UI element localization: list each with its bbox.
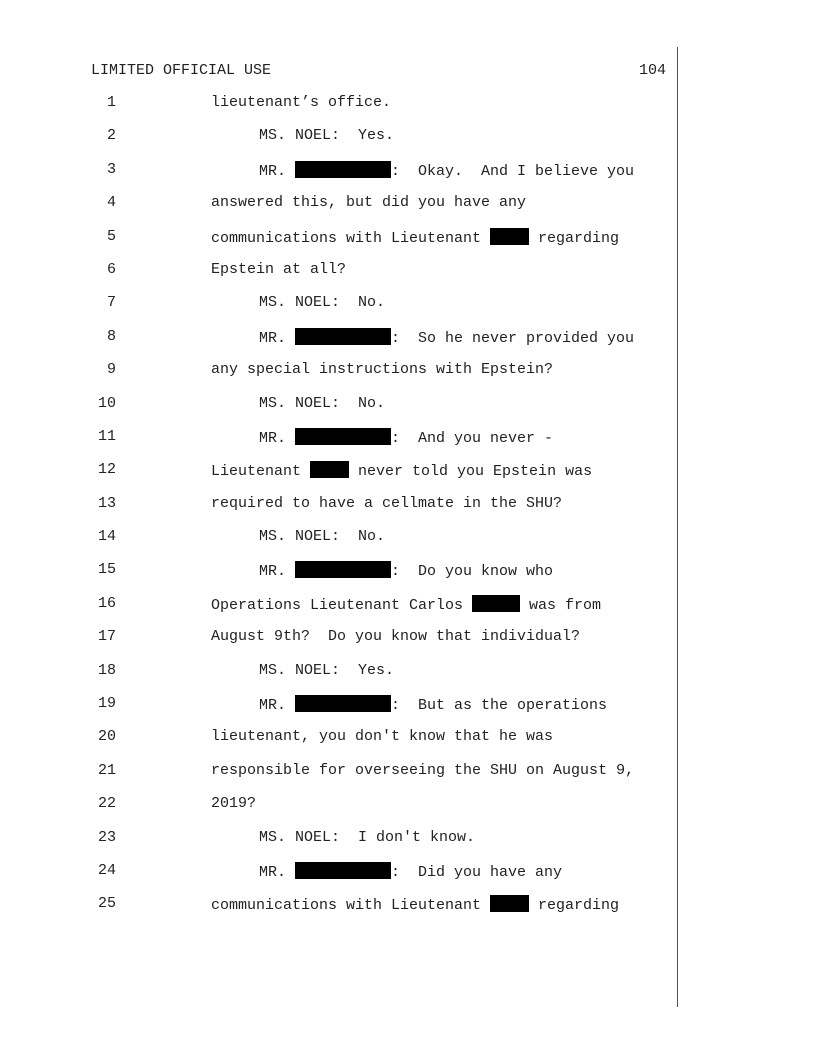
line-number: 7 xyxy=(106,294,116,312)
line-number: 19 xyxy=(97,695,116,713)
redaction-box xyxy=(295,862,391,879)
line-number: 18 xyxy=(97,661,116,679)
text-segment: MR. xyxy=(259,429,296,447)
transcript-line xyxy=(0,595,680,628)
speaker-line-text xyxy=(259,428,553,448)
text-segment: MR. xyxy=(259,162,296,180)
transcript-line xyxy=(0,895,680,928)
line-number: 13 xyxy=(97,494,116,512)
line-text xyxy=(211,228,619,248)
redaction-box xyxy=(310,461,349,478)
line-number: 5 xyxy=(106,227,116,245)
transcript-line xyxy=(0,662,680,695)
line-text xyxy=(211,595,601,615)
text-segment: MR. xyxy=(259,863,296,881)
line-number: 6 xyxy=(106,260,116,278)
text-segment: : So he never provided you xyxy=(391,329,635,347)
speaker-line-text xyxy=(259,862,562,882)
text-segment: Operations Lieutenant Carlos xyxy=(211,596,473,614)
text-segment: regarding xyxy=(529,229,620,247)
text-segment: MR. xyxy=(259,697,296,715)
line-number: 23 xyxy=(97,828,116,846)
text-segment: lieutenant, you don't know that he was xyxy=(211,728,554,746)
redaction-box xyxy=(295,695,391,712)
text-segment: : And you never - xyxy=(391,429,554,447)
line-text xyxy=(211,461,592,481)
speaker-line-text xyxy=(259,127,394,145)
transcript-line xyxy=(0,161,680,194)
redaction-box xyxy=(295,161,391,178)
transcript-line xyxy=(0,294,680,327)
line-text xyxy=(211,795,256,813)
redaction-box xyxy=(295,561,391,578)
text-segment: Epstein at all? xyxy=(211,260,347,278)
text-segment: was from xyxy=(520,596,602,614)
transcript-line xyxy=(0,561,680,594)
text-segment: 2019? xyxy=(211,795,257,813)
line-number: 8 xyxy=(106,327,116,345)
line-text xyxy=(211,495,562,513)
transcript-line xyxy=(0,795,680,828)
transcript-line xyxy=(0,194,680,227)
redaction-box xyxy=(295,428,391,445)
text-segment: MR. xyxy=(259,563,296,581)
speaker-line-text xyxy=(259,662,394,680)
redaction-box xyxy=(295,328,391,345)
line-number: 17 xyxy=(97,628,116,646)
text-segment: required to have a cellmate in the SHU? xyxy=(211,494,563,512)
text-segment: any special instructions with Epstein? xyxy=(211,361,554,379)
text-segment: : Did you have any xyxy=(391,863,563,881)
transcript-line xyxy=(0,94,680,127)
line-text xyxy=(211,628,580,646)
speaker-line-text xyxy=(259,561,553,581)
line-number: 9 xyxy=(106,361,116,379)
speaker-line-text xyxy=(259,294,385,312)
line-number: 21 xyxy=(97,761,116,779)
text-segment: regarding xyxy=(529,897,620,915)
line-number: 4 xyxy=(106,194,116,212)
text-segment: MS. NOEL: Yes. xyxy=(259,127,395,145)
transcript-line xyxy=(0,395,680,428)
speaker-line-text xyxy=(259,695,607,715)
transcript-line xyxy=(0,228,680,261)
line-number: 20 xyxy=(97,728,116,746)
speaker-line-text xyxy=(259,528,385,546)
line-number: 22 xyxy=(97,795,116,813)
text-segment: : But as the operations xyxy=(391,697,608,715)
text-segment: communications with Lieutenant xyxy=(211,229,491,247)
transcript-line xyxy=(0,261,680,294)
text-segment: MS. NOEL: Yes. xyxy=(259,661,395,679)
text-segment: communications with Lieutenant xyxy=(211,897,491,915)
transcript-line xyxy=(0,361,680,394)
line-text xyxy=(211,194,526,212)
transcript-line xyxy=(0,628,680,661)
line-number: 12 xyxy=(97,461,116,479)
redaction-box xyxy=(472,595,520,612)
text-segment: MS. NOEL: No. xyxy=(259,294,386,312)
speaker-line-text xyxy=(259,161,634,181)
text-segment: never told you Epstein was xyxy=(349,463,593,481)
redaction-box xyxy=(490,895,529,912)
transcript-line xyxy=(0,829,680,862)
text-segment: Lieutenant xyxy=(211,463,311,481)
transcript-line xyxy=(0,695,680,728)
line-number: 15 xyxy=(97,561,116,579)
text-segment: : Okay. And I believe you xyxy=(391,162,635,180)
transcript-line xyxy=(0,428,680,461)
transcript-line xyxy=(0,728,680,761)
line-number: 25 xyxy=(97,895,116,913)
text-segment: lieutenant’s office. xyxy=(211,94,392,111)
transcript-body xyxy=(0,94,680,929)
line-number: 14 xyxy=(97,528,116,546)
text-segment: answered this, but did you have any xyxy=(211,194,527,212)
line-number: 2 xyxy=(106,127,116,145)
text-segment: MS. NOEL: No. xyxy=(259,528,386,546)
transcript-line xyxy=(0,762,680,795)
transcript-line xyxy=(0,495,680,528)
line-text xyxy=(211,261,346,279)
transcript-line xyxy=(0,127,680,160)
line-text xyxy=(211,762,634,780)
transcript-line xyxy=(0,328,680,361)
text-segment: responsible for overseeing the SHU on August 9, xyxy=(211,761,635,779)
line-number: 24 xyxy=(97,861,116,879)
speaker-line-text xyxy=(259,328,634,348)
transcript-line xyxy=(0,528,680,561)
transcript-line xyxy=(0,461,680,494)
text-segment: MR. xyxy=(259,329,296,347)
line-number: 10 xyxy=(97,394,116,412)
text-segment: August 9th? Do you know that individual? xyxy=(211,628,581,646)
line-text xyxy=(211,895,619,915)
line-text xyxy=(211,361,553,379)
line-number: 1 xyxy=(106,94,116,111)
classification-header: LIMITED OFFICIAL USE xyxy=(91,62,272,79)
redaction-box xyxy=(490,228,529,245)
line-text xyxy=(211,94,391,112)
line-number: 3 xyxy=(106,160,116,178)
speaker-line-text xyxy=(259,829,475,847)
text-segment: : Do you know who xyxy=(391,563,554,581)
speaker-line-text xyxy=(259,395,385,413)
page-number: 104 xyxy=(638,62,666,79)
text-segment: MS. NOEL: I don't know. xyxy=(259,828,476,846)
transcript-line xyxy=(0,862,680,895)
text-segment: MS. NOEL: No. xyxy=(259,394,386,412)
line-number: 11 xyxy=(97,427,116,445)
line-text xyxy=(211,728,553,746)
line-number: 16 xyxy=(97,594,116,612)
